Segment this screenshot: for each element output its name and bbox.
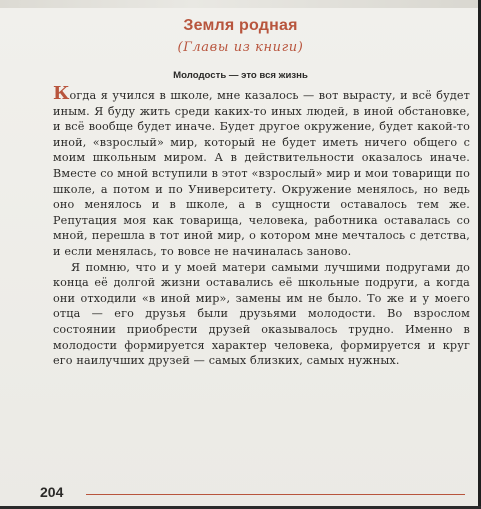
paragraph-1 [53, 83, 470, 260]
article-body [53, 83, 470, 369]
scan-top-edge [0, 0, 481, 8]
paragraph-1-text: огда я учился в школе, мне казалось — вот вырасту, и всё будет иным. Я буду жить среди каких-то иных людей, в иной обстановке, и всё вообще будет иначе. Будет другое окружение, будет какой-то иной, «взрослый» мир, который не будет иметь ничего общего с моим школьным миром. А в действительности оказалось иначе. Вместе со мной вступили в этот «взрослый» мир и мои товарищи по школе, а потом и по Университету. Окружение менялось, но ведь оно менялось и в школе, а в сущности оставалось тем же. Репутация моя как товарища, человека, работника оставалась со мной, перешла в тот иной мир, о котором мне мечталось с детства, и если менялась, то вовсе не начиналась заново. [53, 89, 470, 258]
section-heading: Молодость — это вся жизнь [173, 70, 308, 81]
page-number: 204 [40, 484, 64, 500]
book-subtitle: (Главы из книги) [177, 40, 304, 55]
page-footer [40, 484, 465, 502]
drop-cap: К [53, 83, 70, 104]
book-title: Земля родная [183, 17, 298, 34]
paragraph-2: Я помню, что и у моей матери самыми лучшими подругами до конца её долгой жизни оставались её школьные подруги, а когда они отходили «в иной мир», замены им не было. То же и у моего отца — его друзья были друзьями молодости. Во взрослом состоянии приобрести друзей оказывалось трудно. Именно в молодости формируется характер человека, формируется и круг его наилучших друзей — самых близких, самых нужных. [53, 260, 470, 368]
footer-rule [86, 494, 465, 495]
